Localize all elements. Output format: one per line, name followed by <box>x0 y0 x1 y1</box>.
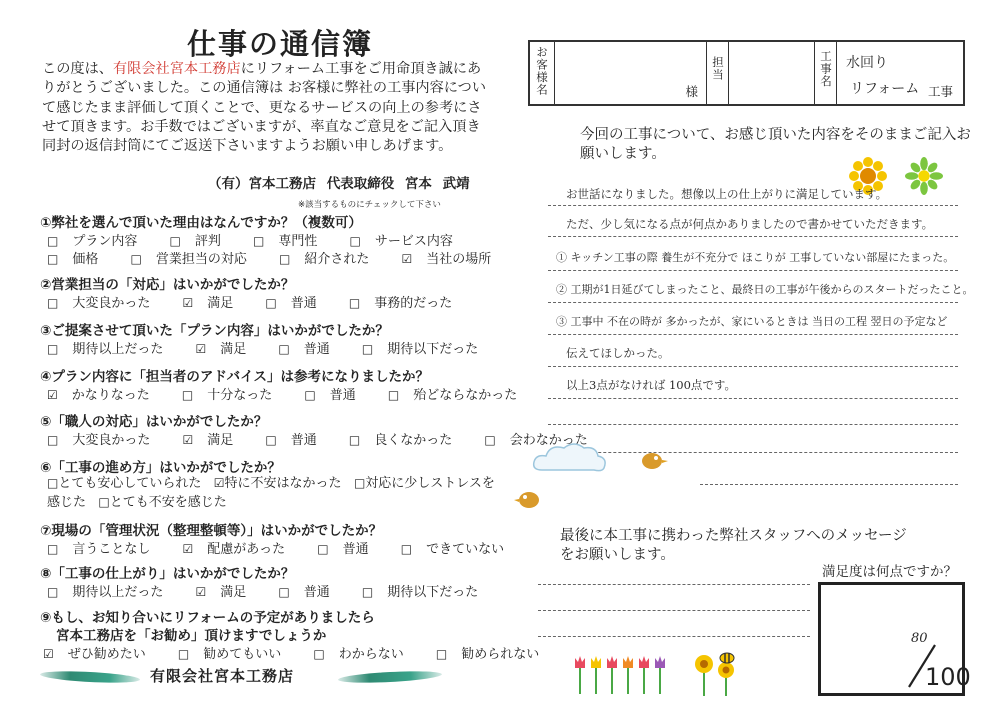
question-4-options <box>47 384 545 403</box>
option-checkbox[interactable]: □ 大変良かった <box>47 433 151 448</box>
dashed-line <box>538 584 810 585</box>
checkbox-icon: □ <box>47 585 59 599</box>
checked-box-icon: ☑ <box>182 542 194 556</box>
option-checkbox[interactable]: □ 価格 <box>47 252 99 267</box>
dashed-line <box>548 398 958 399</box>
score-value: 80 <box>911 631 928 646</box>
option-checkbox[interactable]: □ 期待以下だった <box>361 585 479 600</box>
option-checkbox[interactable]: □ 評判 <box>169 234 221 249</box>
dashed-line <box>538 636 810 637</box>
customer-info-box <box>528 40 965 106</box>
checkbox-icon: □ <box>484 433 496 447</box>
comment-line-6: 伝えてほしかった。 <box>566 346 670 360</box>
score-box[interactable] <box>818 582 971 696</box>
option-checkbox-checked[interactable]: ☑ 満足 <box>195 342 247 357</box>
option-checkbox[interactable]: □ 専門性 <box>253 234 318 249</box>
dashed-line <box>548 236 958 237</box>
option-checkbox[interactable]: □ 勧めてもいい <box>177 647 282 662</box>
question-8-title: ⑧「工事の仕上がり」はいかがでしたか？ <box>40 566 295 582</box>
option-checkbox[interactable]: □ 期待以上だった <box>47 342 164 357</box>
checkbox-icon: □ <box>47 476 59 490</box>
checkbox-icon: □ <box>265 433 277 447</box>
option-checkbox-checked[interactable]: ☑特に不安はなかった <box>213 476 342 491</box>
checked-box-icon: ☑ <box>182 433 194 447</box>
option-checkbox[interactable]: □ 普通 <box>317 542 369 557</box>
option-checkbox[interactable]: □ プラン内容 <box>47 234 138 249</box>
checkbox-icon: □ <box>349 234 361 248</box>
checkbox-icon: □ <box>169 234 181 248</box>
question-2-title: ②営業担当の「対応」はいかがでしたか？ <box>40 277 295 293</box>
footer-company-name: 有限会社宮本工務店 <box>150 667 295 685</box>
brush-stroke-right <box>338 669 442 684</box>
checkbox-icon: □ <box>361 342 374 356</box>
question-1-options-row1 <box>47 230 481 249</box>
cloud-icon <box>530 440 610 478</box>
comment-line-3: ① キッチン工事の際 養生が不充分で ほこりが 工事していない部屋にたまった。 <box>556 251 955 264</box>
brush-stroke-left <box>40 669 140 684</box>
checkbox-icon: □ <box>353 476 366 490</box>
checkbox-icon: □ <box>348 296 361 310</box>
checkbox-icon: □ <box>47 234 59 248</box>
checkbox-icon: □ <box>278 585 290 599</box>
question-7-options <box>47 538 532 557</box>
bird-icon <box>514 487 544 511</box>
satisfaction-question: 満足度は何点ですか？ <box>822 564 957 580</box>
checkbox-icon: □ <box>47 342 59 356</box>
checkbox-icon: □ <box>177 647 190 661</box>
checkbox-icon: □ <box>130 252 142 266</box>
option-checkbox[interactable]: □とても不安を感じた <box>98 495 227 510</box>
option-checkbox[interactable]: □ 普通 <box>265 433 317 448</box>
tulips-icon <box>572 652 668 694</box>
option-checkbox[interactable]: □ 期待以上だった <box>47 585 164 600</box>
option-checkbox[interactable]: □ 大変良かった <box>47 296 151 311</box>
checked-box-icon: ☑ <box>182 296 194 310</box>
option-checkbox[interactable]: □ 言うことなし <box>47 542 151 557</box>
page-title: 仕事の通信簿 <box>186 27 373 61</box>
checked-box-icon: ☑ <box>401 252 413 266</box>
work-name-label: 工事名 <box>819 50 833 88</box>
question-4-title: ④プラン内容に「担当者のアドバイス」は参考になりましたか？ <box>40 369 430 385</box>
checkbox-icon: □ <box>400 542 413 556</box>
question-1-options-row2 <box>47 248 519 267</box>
checkbox-icon: □ <box>317 542 329 556</box>
signature: （有）宮本工務店 代表取締役 宮本 武靖 <box>208 176 470 192</box>
option-checkbox[interactable]: □ 良くなかった <box>348 433 453 448</box>
checked-box-icon: ☑ <box>47 388 58 402</box>
comment-line-2: ただ、少し気になる点が何点かありましたので書かせていただきます。 <box>566 217 934 231</box>
checkbox-icon: □ <box>435 647 448 661</box>
option-checkbox[interactable]: □とても安心していられた <box>47 476 202 491</box>
checkbox-icon: □ <box>47 433 59 447</box>
checkbox-icon: □ <box>361 585 374 599</box>
checkbox-icon: □ <box>387 388 400 402</box>
option-checkbox-checked[interactable]: ☑ 配慮があった <box>182 542 286 557</box>
customer-name-label-cell <box>530 42 555 104</box>
checked-box-icon: ☑ <box>213 476 225 490</box>
check-note: ※該当するものにチェックして下さい <box>298 200 441 210</box>
question-3-title: ③ご提案させて頂いた「プラン内容」はいかがでしたか？ <box>40 323 389 339</box>
comment-line-4: ② 工期が1日延びてしまったこと、最終日の工事が午後からのスタートだったこと。 <box>556 283 974 296</box>
checkbox-icon: □ <box>181 388 194 402</box>
intro-post: にリフォーム工事をご用命頂き誠にありがとうございました。この通信簿は お客様に弊社の工事内容について感じたまま評価して頂くことで、更なるサービスの向上の参考にさせて頂きます。お手数ではございますが、率直なご意見をご記入頂き 同封の返信封筒にてご返送下さいますようお願い申しあげます。 <box>42 61 487 155</box>
option-checkbox[interactable]: □ 普通 <box>278 585 330 600</box>
bee-icon <box>718 650 736 664</box>
option-checkbox[interactable]: □ 期待以下だった <box>361 342 479 357</box>
option-checkbox-checked[interactable]: ☑ ぜひ勧めたい <box>43 647 146 662</box>
dashed-line <box>548 205 958 206</box>
question-9-options <box>43 643 567 662</box>
comment-line-7: 以上3点がなければ 100点です。 <box>566 378 737 392</box>
checkbox-icon: □ <box>265 296 277 310</box>
staff-label-cell <box>706 42 729 104</box>
question-7-title: ⑦現場の「管理状況（整理整頓等）」はいかがでしたか？ <box>40 523 383 539</box>
checkbox-icon: □ <box>348 433 361 447</box>
option-checkbox[interactable]: □ わからない <box>313 647 404 662</box>
question-9-subtitle: 宮本工務店を「お勧め」頂けますでしょうか <box>56 628 327 644</box>
intro-pre: この度は、 <box>42 61 113 77</box>
option-checkbox-checked[interactable]: ☑ 満足 <box>182 296 234 311</box>
checked-box-icon: ☑ <box>195 342 207 356</box>
option-checkbox[interactable]: □ 十分なった <box>181 388 273 403</box>
option-checkbox[interactable]: □ 営業担当の対応 <box>130 252 247 267</box>
green-flower-icon <box>905 157 943 195</box>
checkbox-icon: □ <box>47 296 59 310</box>
checkbox-icon: □ <box>47 542 59 556</box>
checkbox-icon: □ <box>313 647 325 661</box>
question-3-options <box>47 338 506 357</box>
work-name-line1: 水回り <box>846 55 888 71</box>
dashed-line <box>548 270 958 271</box>
score-max: 100 <box>925 663 971 691</box>
dashed-line <box>548 424 958 425</box>
question-5-title: ⑤「職人の対応」はいかがでしたか？ <box>40 414 268 430</box>
dashed-line <box>548 302 958 303</box>
customer-name-label: お客様名 <box>535 46 549 96</box>
checkbox-icon: □ <box>279 252 291 266</box>
staff-field[interactable] <box>728 42 815 104</box>
checkbox-icon: □ <box>47 252 59 266</box>
option-checkbox[interactable]: □ 会わなかった <box>484 433 588 448</box>
intro-text <box>42 60 490 156</box>
checked-box-icon: ☑ <box>195 585 207 599</box>
option-checkbox[interactable]: □ 紹介された <box>279 252 370 267</box>
option-checkbox[interactable]: □ できていない <box>400 542 505 557</box>
dashed-line <box>548 366 958 367</box>
comment-line-5: ③ 工事中 不在の時が 多かったが、家にいるときは 当日の工程 翌日の予定など <box>556 315 948 328</box>
question-8-options <box>47 581 506 600</box>
question-9-title: ⑨もし、お知り合いにリフォームの予定がありましたら <box>40 610 375 626</box>
dashed-line <box>548 334 958 335</box>
option-checkbox[interactable]: □ 殆どならなかった <box>387 388 518 403</box>
bird-icon <box>638 448 668 472</box>
option-checkbox-checked[interactable]: ☑ 満足 <box>182 433 234 448</box>
option-checkbox[interactable]: □対応に少しストレスを感じた <box>47 476 495 510</box>
dashed-line <box>538 610 810 611</box>
option-checkbox[interactable]: □ 事務的だった <box>348 296 453 311</box>
comment-line-1: お世話になりました。想像以上の仕上がりに満足しています。 <box>566 187 888 201</box>
checkbox-icon: □ <box>278 342 290 356</box>
option-checkbox[interactable]: □ 普通 <box>278 342 330 357</box>
checked-box-icon: ☑ <box>43 647 54 661</box>
option-checkbox-checked[interactable]: ☑ かなりなった <box>47 388 150 403</box>
staff-label: 担当 <box>711 56 725 81</box>
work-name-field[interactable] <box>836 42 963 104</box>
dashed-line <box>700 484 958 485</box>
question-6-title: ⑥「工事の進め方」はいかがでしたか？ <box>40 460 281 476</box>
question-2-options <box>47 292 480 311</box>
option-checkbox[interactable]: □ 普通 <box>265 296 317 311</box>
intro-company: 有限会社宮本工務店 <box>112 61 241 77</box>
work-name-label-cell <box>814 42 837 104</box>
option-checkbox-checked[interactable]: ☑ 当社の場所 <box>401 252 492 267</box>
message-prompt: 最後に本工事に携わった弊社スタッフへのメッセージをお願いします。 <box>560 528 907 563</box>
customer-suffix: 様 <box>685 84 698 99</box>
question-1-title: ①弊社を選んで頂いた理由はなんですか？（複数可） <box>40 215 362 231</box>
checkbox-icon: □ <box>98 495 110 509</box>
option-checkbox[interactable]: □ サービス内容 <box>349 234 453 249</box>
checkbox-icon: □ <box>304 388 316 402</box>
option-checkbox-checked[interactable]: ☑ 満足 <box>195 585 247 600</box>
comments-prompt: 今回の工事について、お感じ頂いた内容をそのままご記入お願いします。 <box>580 127 971 162</box>
question-6-options <box>47 474 497 512</box>
option-checkbox[interactable]: □ 勧められない <box>435 647 540 662</box>
work-suffix: 工事 <box>927 84 953 99</box>
checkbox-icon: □ <box>253 234 265 248</box>
customer-name-field[interactable] <box>554 42 707 104</box>
option-checkbox[interactable]: □ 普通 <box>304 388 356 403</box>
work-name-line2: リフォーム <box>850 81 920 97</box>
